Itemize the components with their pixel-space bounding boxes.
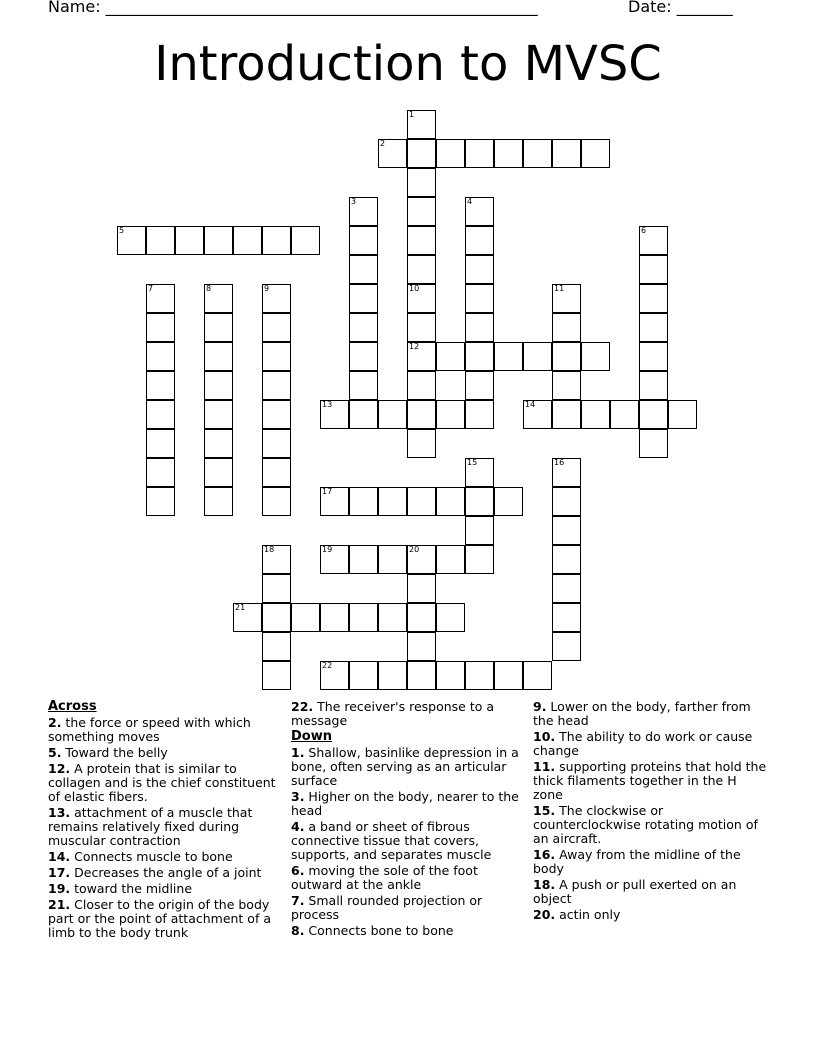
grid-cell[interactable] [465,197,494,226]
clue-column-1 [48,700,284,942]
clue-number: 13. [48,805,71,820]
grid-cell[interactable] [204,313,233,342]
clue-item [533,878,769,906]
clue-text: actin only [555,907,621,922]
grid-cell[interactable] [639,429,668,458]
grid-cell[interactable] [378,603,407,632]
clue-number: 17 [322,487,333,496]
grid-cell[interactable] [146,284,175,313]
clue-number: 16. [533,847,556,862]
clue-item [291,924,527,938]
grid-cell[interactable] [117,226,146,255]
grid-cell[interactable] [407,487,436,516]
clue-number: 13 [322,400,333,409]
grid-cell[interactable] [552,313,581,342]
clue-text: Shallow, basinlike depression in a bone, often serving as an articular surface [291,745,519,788]
section-heading: Down [291,729,332,744]
grid-cell[interactable] [349,284,378,313]
grid-cell[interactable] [204,487,233,516]
grid-cell[interactable] [552,516,581,545]
grid-cell[interactable] [204,342,233,371]
grid-cell[interactable] [639,284,668,313]
grid-cell[interactable] [349,255,378,284]
grid-cell[interactable] [465,313,494,342]
grid-cell[interactable] [262,429,291,458]
grid-cell[interactable] [146,458,175,487]
clue-text: toward the midline [70,881,193,896]
grid-cell[interactable] [639,255,668,284]
grid-cell[interactable] [349,313,378,342]
grid-cell[interactable] [378,139,407,168]
grid-cell[interactable] [581,139,610,168]
clue-item [291,864,527,892]
clue-number: 1. [291,745,305,760]
grid-cell[interactable] [407,139,436,168]
clue-number: 20. [533,907,556,922]
grid-cell[interactable] [204,371,233,400]
clue-text: supporting proteins that hold the thick filaments together in the H zone [533,759,767,802]
clue-item [533,730,769,758]
grid-cell[interactable] [436,400,465,429]
grid-cell[interactable] [639,371,668,400]
grid-cell[interactable] [262,284,291,313]
clue-item [291,894,527,922]
clue-column-2 [291,700,527,940]
clue-text: Small rounded projection or process [291,893,483,922]
grid-cell[interactable] [407,110,436,139]
clue-item [291,790,527,818]
grid-cell[interactable] [407,168,436,197]
grid-cell[interactable] [552,458,581,487]
clue-item [48,762,284,804]
grid-cell[interactable] [552,603,581,632]
grid-cell[interactable] [146,371,175,400]
clue-number: 7. [291,893,305,908]
grid-cell[interactable] [581,400,610,429]
grid-cell[interactable] [320,545,349,574]
grid-cell[interactable] [407,632,436,661]
grid-cell[interactable] [523,342,552,371]
grid-cell[interactable] [523,139,552,168]
grid-cell[interactable] [494,487,523,516]
clue-item [291,820,527,862]
grid-cell[interactable] [494,139,523,168]
grid-cell[interactable] [378,400,407,429]
clue-item [291,746,527,788]
clue-item [48,806,284,848]
clue-number: 14. [48,849,71,864]
date-field[interactable]: Date: _______ [628,0,733,16]
grid-cell[interactable] [552,574,581,603]
clue-item [533,700,769,728]
grid-cell[interactable] [610,400,639,429]
grid-cell[interactable] [552,139,581,168]
clue-text: The receiver's response to a message [291,699,495,728]
grid-cell[interactable] [552,400,581,429]
clue-text: Closer to the origin of the body part or the point of attachment of a limb to the body trunk [48,897,271,940]
clue-number: 6. [291,863,305,878]
grid-cell[interactable] [494,342,523,371]
clue-number: 19. [48,881,71,896]
clue-number: 20 [409,545,420,554]
clue-number: 7 [148,284,154,293]
clue-text: The ability to do work or cause change [533,729,753,758]
clue-number: 21. [48,897,71,912]
grid-cell[interactable] [436,545,465,574]
clue-number: 5. [48,745,62,760]
grid-cell[interactable] [262,400,291,429]
clue-item [48,898,284,940]
name-field[interactable]: Name: ______________________________________________________ [48,0,538,16]
grid-cell[interactable] [146,429,175,458]
clue-text: a band or sheet of fibrous connective tissue that covers, supports, and separates muscle [291,819,492,862]
grid-cell[interactable] [639,313,668,342]
clue-item [533,848,769,876]
grid-cell[interactable] [146,487,175,516]
clue-item [48,866,284,880]
grid-cell[interactable] [407,313,436,342]
clue-text: the force or speed with which something moves [48,715,251,744]
grid-cell[interactable] [320,603,349,632]
grid-cell[interactable] [552,371,581,400]
clue-number: 3 [351,197,357,206]
grid-cell[interactable] [349,487,378,516]
grid-cell[interactable] [407,574,436,603]
clue-number: 3. [291,789,305,804]
page-title: Introduction to MVSC [154,36,662,92]
grid-cell[interactable] [552,487,581,516]
clue-number: 12. [48,761,71,776]
clue-item [533,908,769,922]
clue-number: 22 [322,661,333,670]
grid-cell[interactable] [436,661,465,690]
grid-cell[interactable] [349,371,378,400]
clue-number: 11. [533,759,556,774]
clue-number: 4 [467,197,473,206]
grid-cell[interactable] [407,545,436,574]
grid-cell[interactable] [407,342,436,371]
clue-item [48,882,284,896]
grid-cell[interactable] [349,226,378,255]
clue-text: The clockwise or counterclockwise rotating motion of an aircraft. [533,803,758,846]
grid-cell[interactable] [552,632,581,661]
grid-cell[interactable] [552,545,581,574]
grid-cell[interactable] [262,226,291,255]
grid-cell[interactable] [204,400,233,429]
clue-number: 18 [264,545,275,554]
grid-cell[interactable] [262,603,291,632]
grid-cell[interactable] [262,574,291,603]
grid-cell[interactable] [320,400,349,429]
clue-number: 2 [380,139,386,148]
clue-number: 1 [409,110,415,119]
grid-cell[interactable] [349,545,378,574]
grid-cell[interactable] [204,226,233,255]
grid-cell[interactable] [349,603,378,632]
grid-cell[interactable] [436,139,465,168]
grid-cell[interactable] [552,342,581,371]
grid-cell[interactable] [378,545,407,574]
grid-cell[interactable] [262,487,291,516]
grid-cell[interactable] [291,603,320,632]
grid-cell[interactable] [465,255,494,284]
clue-text: A protein that is similar to collagen and is the chief constituent of elastic fibers. [48,761,276,804]
clue-text: Connects bone to bone [304,923,454,938]
grid-cell[interactable] [465,371,494,400]
clue-number: 5 [119,226,125,235]
grid-cell[interactable] [407,284,436,313]
clue-number: 21 [235,603,246,612]
clue-number: 4. [291,819,305,834]
grid-cell[interactable] [523,661,552,690]
clue-number: 9. [533,699,547,714]
grid-cell[interactable] [407,197,436,226]
grid-cell[interactable] [175,226,204,255]
clue-number: 11 [554,284,565,293]
grid-cell[interactable] [465,139,494,168]
grid-cell[interactable] [349,342,378,371]
grid-cell[interactable] [262,458,291,487]
grid-cell[interactable] [320,487,349,516]
grid-cell[interactable] [262,371,291,400]
grid-cell[interactable] [523,400,552,429]
grid-cell[interactable] [233,226,262,255]
grid-cell[interactable] [436,487,465,516]
clue-text: attachment of a muscle that remains relatively fixed during muscular contraction [48,805,253,848]
grid-cell[interactable] [494,661,523,690]
grid-cell[interactable] [233,603,262,632]
grid-cell[interactable] [204,429,233,458]
grid-cell[interactable] [465,400,494,429]
clue-text: moving the sole of the foot outward at the ankle [291,863,478,892]
grid-cell[interactable] [262,545,291,574]
grid-cell[interactable] [146,400,175,429]
clue-item [533,804,769,846]
clue-number: 18. [533,877,556,892]
grid-cell[interactable] [291,226,320,255]
clue-text: Connects muscle to bone [70,849,233,864]
grid-cell[interactable] [465,487,494,516]
grid-cell[interactable] [668,400,697,429]
grid-cell[interactable] [552,284,581,313]
grid-cell[interactable] [465,226,494,255]
grid-cell[interactable] [407,371,436,400]
clue-number: 10 [409,284,420,293]
clue-number: 15 [467,458,478,467]
grid-cell[interactable] [407,429,436,458]
section-heading: Across [48,699,97,714]
clue-number: 19 [322,545,333,554]
clue-text: Toward the belly [61,745,168,760]
grid-cell[interactable] [407,255,436,284]
clue-column-3 [533,700,769,924]
grid-cell[interactable] [465,516,494,545]
grid-cell[interactable] [639,342,668,371]
clue-number: 8. [291,923,305,938]
grid-cell[interactable] [262,632,291,661]
clue-number: 17. [48,865,71,880]
grid-cell[interactable] [204,284,233,313]
clue-text: A push or pull exerted on an object [533,877,737,906]
grid-cell[interactable] [378,661,407,690]
clue-text: Lower on the body, farther from the head [533,699,751,728]
grid-cell[interactable] [262,342,291,371]
clue-item [48,746,284,760]
grid-cell[interactable] [146,313,175,342]
grid-cell[interactable] [465,284,494,313]
grid-cell[interactable] [465,545,494,574]
grid-cell[interactable] [639,226,668,255]
grid-cell[interactable] [349,400,378,429]
grid-cell[interactable] [436,342,465,371]
grid-cell[interactable] [378,487,407,516]
clue-number: 6 [641,226,647,235]
clue-text: Higher on the body, nearer to the head [291,789,519,818]
grid-cell[interactable] [320,661,349,690]
grid-cell[interactable] [465,342,494,371]
grid-cell[interactable] [407,400,436,429]
clue-text: Away from the midline of the body [533,847,741,876]
grid-cell[interactable] [581,342,610,371]
clue-text: Decreases the angle of a joint [70,865,262,880]
clue-number: 16 [554,458,565,467]
clue-item [48,716,284,744]
grid-cell[interactable] [146,226,175,255]
grid-cell[interactable] [262,661,291,690]
clue-item [291,700,527,728]
clue-item [533,760,769,802]
grid-cell[interactable] [349,661,378,690]
clue-number: 14 [525,400,536,409]
grid-cell[interactable] [146,342,175,371]
clue-number: 10. [533,729,556,744]
clue-number: 15. [533,803,556,818]
grid-cell[interactable] [465,458,494,487]
grid-cell[interactable] [436,603,465,632]
grid-cell[interactable] [465,661,494,690]
grid-cell[interactable] [407,603,436,632]
clue-number: 2. [48,715,62,730]
grid-cell[interactable] [407,226,436,255]
grid-cell[interactable] [204,458,233,487]
clue-number: 9 [264,284,270,293]
clue-number: 12 [409,342,420,351]
grid-cell[interactable] [639,400,668,429]
clue-number: 22. [291,699,314,714]
clue-item [48,850,284,864]
grid-cell[interactable] [349,197,378,226]
grid-cell[interactable] [407,661,436,690]
grid-cell[interactable] [262,313,291,342]
clue-number: 8 [206,284,212,293]
